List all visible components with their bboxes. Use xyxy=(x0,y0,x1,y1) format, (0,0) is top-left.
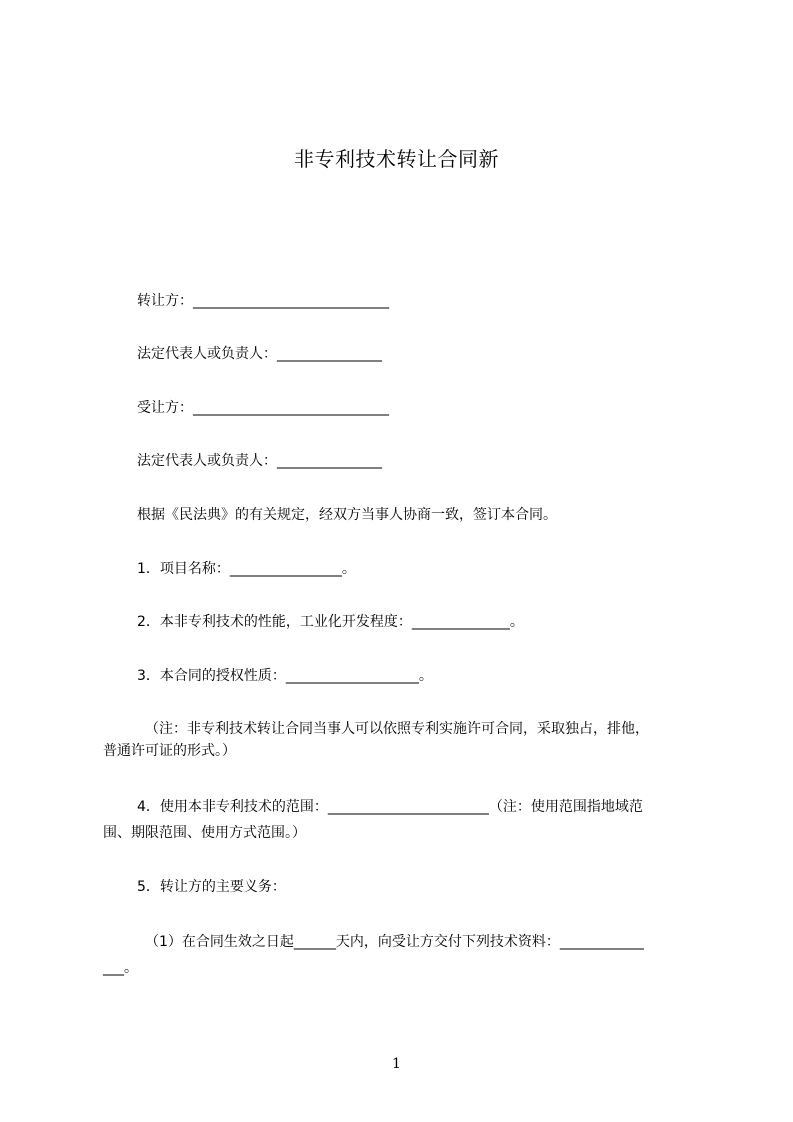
note-line-1: （注：非专利技术转让合同当事人可以依照专利实施许可合同，采取独占，排他， xyxy=(145,721,649,737)
transferee-line: 受让方：____________________________ xyxy=(137,400,389,416)
legal-basis-line: 根据《民法典》的有关规定，经双方当事人协商一致，签订本合同。 xyxy=(137,507,557,523)
page-number: 1 xyxy=(392,1056,401,1072)
item-1-project-name: 1．项目名称：________________。 xyxy=(137,561,356,577)
transferee-representative-line: 法定代表人或负责人：_______________ xyxy=(137,453,382,469)
item-4-scope-line-1: 4．使用本非专利技术的范围：_______________________（注：使用范围指地域范 xyxy=(137,799,643,815)
transferor-line: 转让方：____________________________ xyxy=(137,293,389,309)
document-title: 非专利技术转让合同新 xyxy=(294,147,499,171)
item-5-1-line-2: ___。 xyxy=(103,960,138,976)
item-2-performance: 2．本非专利技术的性能，工业化开发程度：______________。 xyxy=(137,614,524,630)
item-3-license-nature: 3．本合同的授权性质：___________________。 xyxy=(137,668,433,684)
note-line-2: 普通许可证的形式。） xyxy=(103,743,236,759)
transferor-representative-line: 法定代表人或负责人：_______________ xyxy=(137,346,382,362)
item-4-scope-line-2: 围、期限范围、使用方式范围。） xyxy=(103,825,306,841)
item-5-1-line-1: （1）在合同生效之日起______天内，向受让方交付下列技术资料：____________ xyxy=(145,934,644,950)
item-5-obligations: 5．转让方的主要义务： xyxy=(137,879,286,895)
